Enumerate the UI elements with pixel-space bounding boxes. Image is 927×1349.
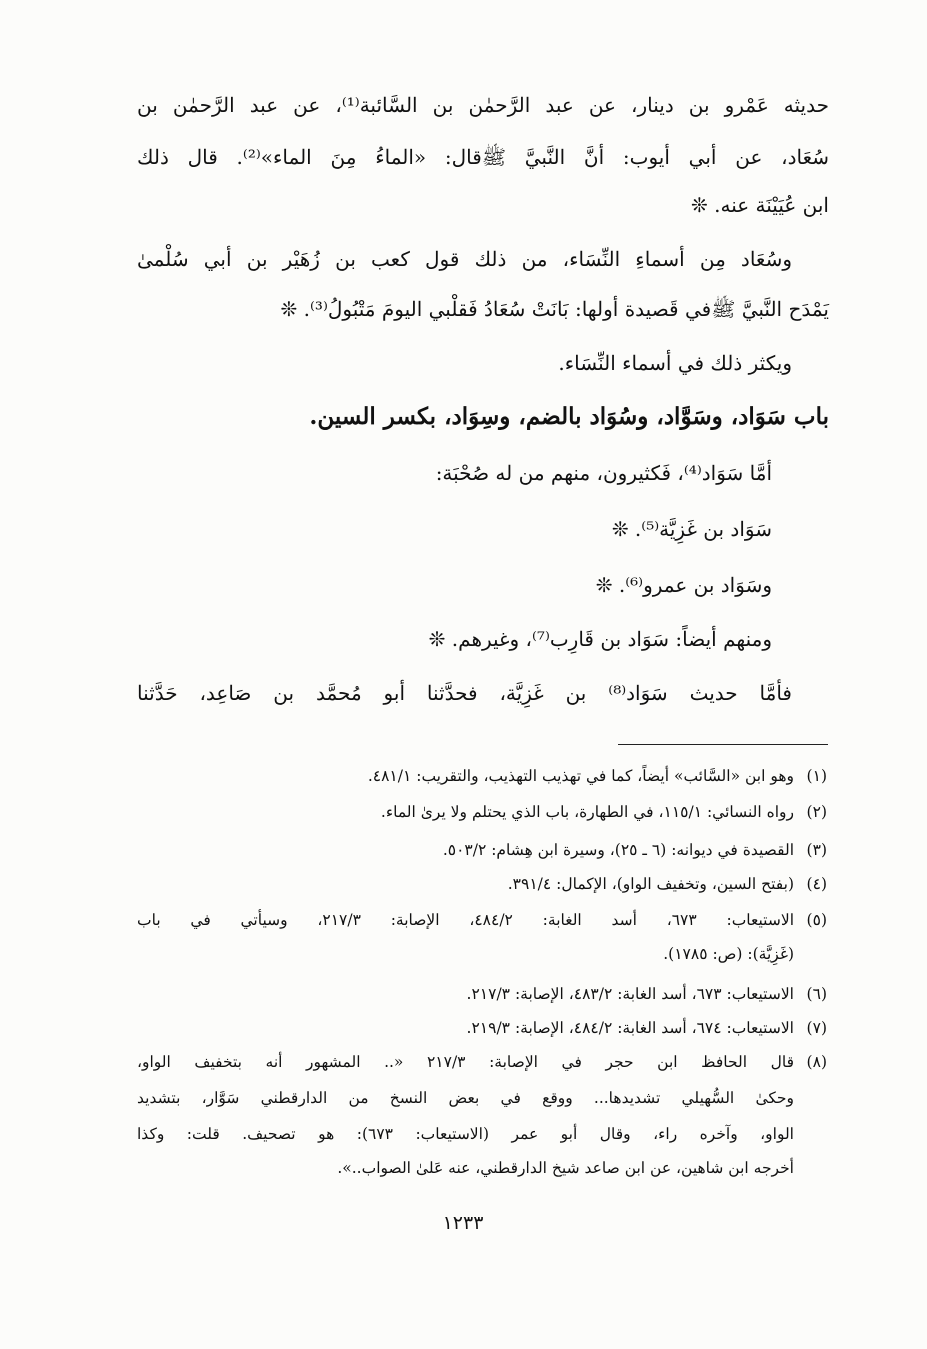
footnote-text-7: الاستيعاب: ٦٧٤، أسد الغابة: ٤٨٤/٢، الإصابة: ٢١٩/٣. [466,1019,794,1037]
footnote-number-7: (٧) [806,1019,827,1037]
page-number: ١٢٣٣ [442,1212,484,1234]
footnote-text-3: القصيدة في ديوانه: (٦ ـ ٢٥)، وسيرة ابن هِشام: ٥٠٣/٢. [442,841,794,859]
footnote-text-2: رواه النسائي: ١١٥/١، في الطهارة، باب الذي يحتلم ولا يرىٰ الماء. [380,803,794,821]
footnote-number-1: (١) [806,767,827,785]
footnote-number-6: (٦) [806,985,827,1003]
section-heading: باب سَوَاد، وسَوَّاد، وسُوَاد بالضم، وسِوَاد، بكسر السين. [309,403,829,430]
section-line-5: فأمَّا حديث سَوَاد⁽⁸⁾ بن غَزِيَّة، فحدَّثنا أبو مُحمَّد بن صَاعِد، حَدَّثنا [137,681,792,705]
footnote-separator [618,744,828,745]
footnote-number-3: (٣) [806,841,827,859]
footnote-number-2: (٢) [806,803,827,821]
footnote-text-1: وهو ابن «السَّائب» أيضاً، كما في تهذيب التهذيب، والتقريب: ٤٨١/١. [367,767,794,785]
body-line-4: وسُعَاد مِن أسماءِ النِّسَاء، من ذلك قول كعب بن زُهَيْر بن أبي سُلْمىٰ [137,247,792,271]
footnote-number-4: (٤) [806,875,827,893]
body-line-5: يَمْدَح النَّبيَّ ﷺفي قَصيدة أولها: بَانَتْ سُعَادُ فَقلْبي اليومَ مَتْبُولُ⁽³⁾. ❊ [280,297,829,321]
footnote-text-5-line-1: الاستيعاب: ٦٧٣، أسد الغابة: ٤٨٤/٢، الإصابة: ٢١٧/٣، وسيأتي في باب [137,911,794,929]
footnote-number-8: (٨) [806,1053,827,1071]
body-line-6: ويكثر ذلك في أسماء النِّسَاء. [558,351,792,375]
footnote-text-6: الاستيعاب: ٦٧٣، أسد الغابة: ٤٨٣/٢، الإصابة: ٢١٧/٣. [466,985,794,1003]
section-line-2: سَوَاد بن غَزِيَّة⁽⁵⁾. ❊ [611,517,772,541]
section-line-3: وسَوَاد بن عمرو⁽⁶⁾. ❊ [595,573,772,597]
footnote-text-5-line-2: (غَزِيَّة): (ص: ١٧٨٥). [663,945,794,963]
footnote-text-8-line-1: قال الحافظ ابن حجر في الإصابة: ٢١٧/٣ «.. المشهور أنه بتخفيف الواو، [137,1053,794,1071]
footnote-text-8-line-2: وحكىٰ السُّهيلي تشديدها... ووقع في بعض النسخ من الدارقطني سَوَّار، بتشديد [137,1089,794,1107]
footnote-text-8-line-3: الواو، وآخره راء، وقال أبو عمر (الاستيعاب: ٦٧٣): هو تصحيف. قلت: وكذا [137,1125,794,1143]
body-line-1: حديثه عَمْرو بن دينار، عن عبد الرَّحمٰن بن السَّائبة⁽¹⁾، عن عبد الرَّحمٰن بن [137,93,829,117]
body-line-3: ابن عُيَيْنَة عنه. ❊ [691,193,829,217]
footnote-text-4: (بفتح السين، وتخفيف الواو)، الإكمال: ٣٩١/٤. [507,875,794,893]
footnote-number-5: (٥) [806,911,827,929]
section-line-1: أمَّا سَوَاد⁽⁴⁾، فَكثيرون، منهم من له صُحْبَة: [435,461,772,485]
section-line-4: ومنهم أيضاً: سَوَاد بن قَارِب⁽⁷⁾، وغيرهم. ❊ [428,627,772,651]
footnote-text-8-line-4: أخرجه ابن شاهين، عن ابن صاعد شيخ الدارقطني، عنه عَلىٰ الصواب..». [337,1159,794,1177]
body-line-2: سُعَاد، عن أبي أيوب: أنَّ النَّبيَّ ﷺقال: «الماءُ مِنَ الماء»⁽²⁾. قال ذلك [137,145,830,169]
